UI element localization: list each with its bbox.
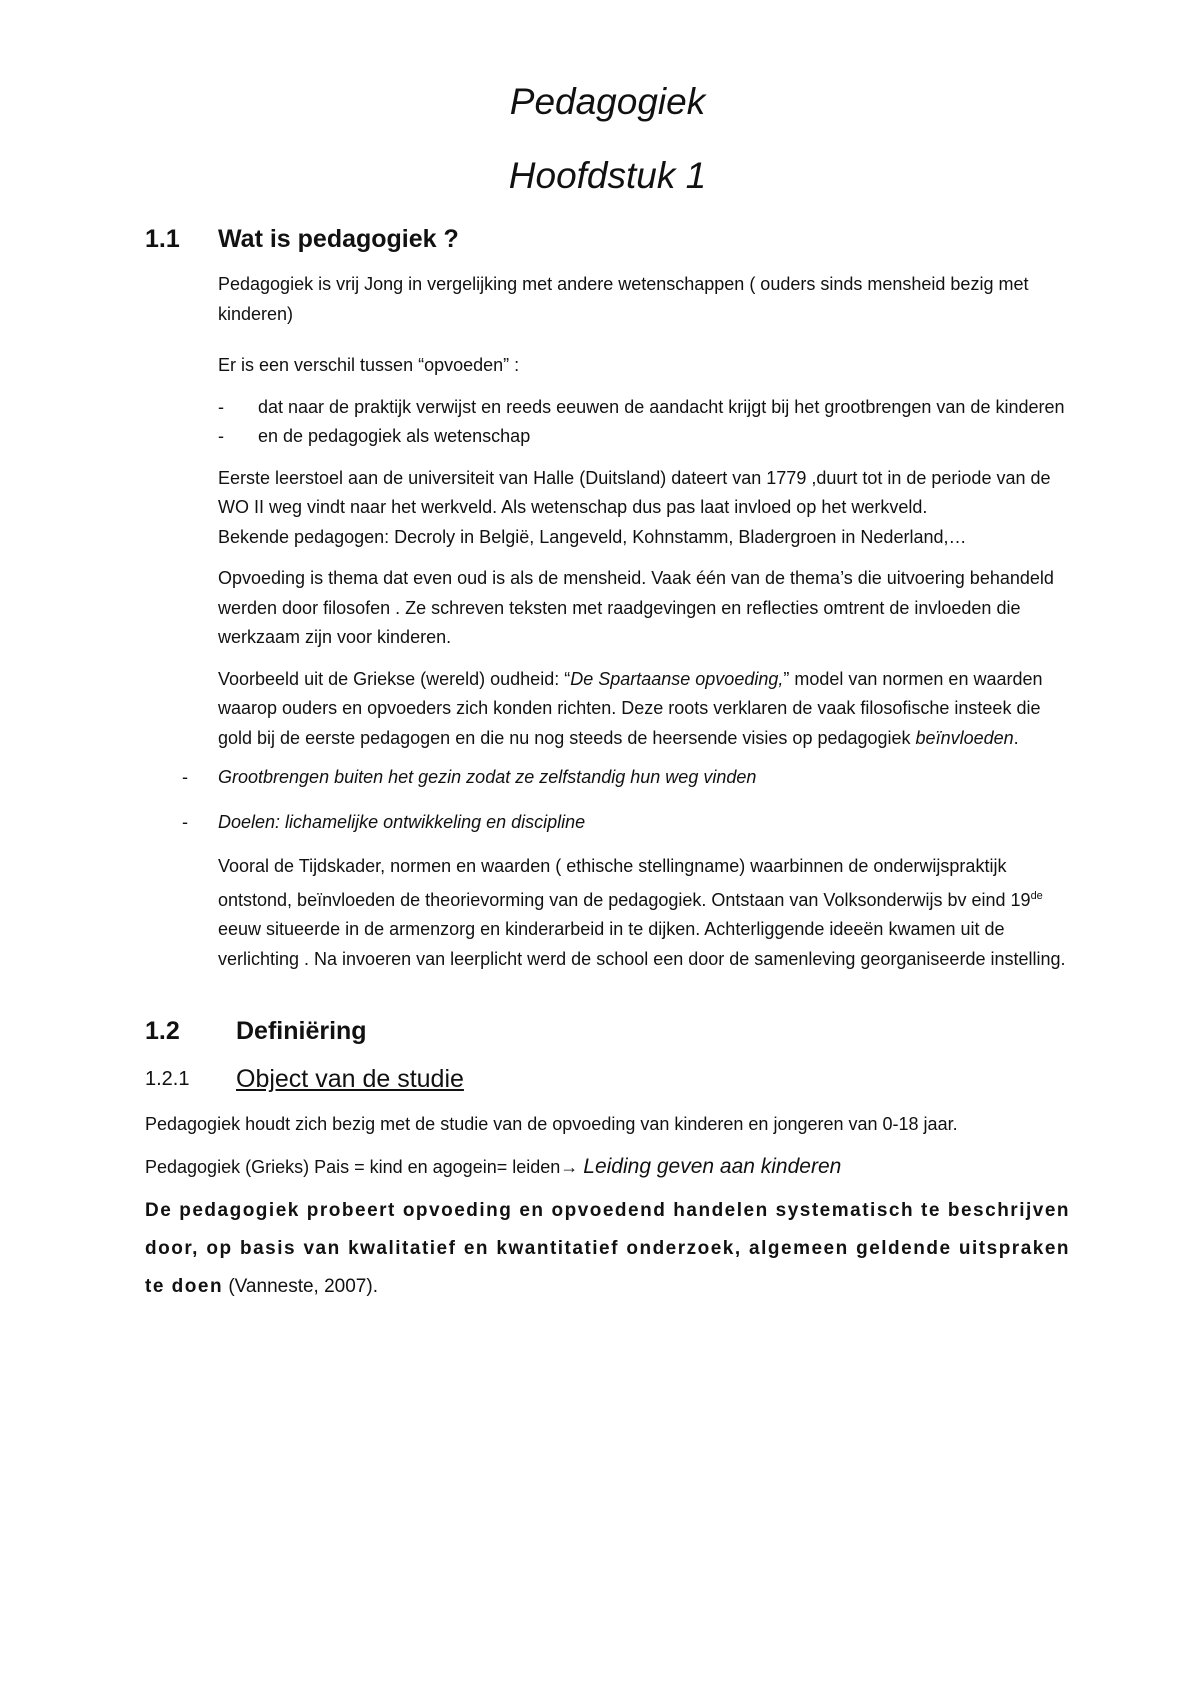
text-run: ” model van normen en waarden waarop ouders en opvoeders zich konden richten. Deze roots verklaren de vaak filosofische insteek die gold bij de eerste pedagogen en die nu nog steeds de heersende visies op pedagogiek <box>218 668 1043 748</box>
subsection-heading-1-2-1 <box>145 1062 1070 1096</box>
section-1-1-closing <box>145 852 1070 974</box>
bold-text: De pedagogiek probeert opvoeding en opvoedend handelen systematisch te beschrijven door, op basis van kwalitatief en kwantitatief onderzoek, algemeen geldende uitspraken te doen <box>145 1200 1070 1297</box>
paragraph <box>218 852 1070 974</box>
arrow-icon: → <box>560 1156 584 1177</box>
definition-paragraph <box>145 1192 1070 1306</box>
text-run-italic: De Spartaanse opvoeding, <box>570 668 784 689</box>
list-item: - dat naar de praktijk verwijst en reeds eeuwen de aandacht krijgt bij het grootbrengen van de kinderen <box>218 393 1070 423</box>
list-item: - Grootbrengen buiten het gezin zodat ze zelfstandig hun weg vinden <box>145 763 1070 793</box>
section-heading-1-1 <box>145 222 1070 256</box>
chapter-title: Hoofdstuk 1 <box>508 155 707 196</box>
subsection-number: 1.2.1 <box>145 1068 190 1090</box>
document-title: Pedagogiek <box>509 81 706 122</box>
paragraph: Pedagogiek houdt zich bezig met de studie van de opvoeding van kinderen en jongeren van 0-18 jaar. <box>145 1114 958 1134</box>
paragraph <box>145 1152 1070 1183</box>
bullet-list <box>218 393 1070 452</box>
paragraph: Bekende pedagogen: Decroly in België, Langeveld, Kohnstamm, Bladergroen in Nederland,… <box>218 526 967 547</box>
section-title: Wat is pedagogiek ? <box>218 225 459 253</box>
section-number: 1.2 <box>145 1017 180 1045</box>
section-number: 1.1 <box>145 225 180 253</box>
section-title: Definiëring <box>236 1017 367 1045</box>
section-1-1-body <box>145 270 1070 753</box>
subsection-title: Object van de studie <box>236 1065 464 1093</box>
text-run: . <box>1013 727 1019 748</box>
text-run: Pedagogiek (Grieks) Pais = kind en agogein= leiden <box>145 1156 561 1177</box>
paragraph: Er is een verschil tussen “opvoeden” : <box>218 355 520 375</box>
text-run-italic: Leiding geven aan kinderen <box>583 1154 842 1178</box>
citation: (Vanneste, 2007). <box>223 1276 378 1297</box>
text-run: Voorbeeld uit de Griekse (wereld) oudheid: “ <box>218 668 571 689</box>
superscript: de <box>1030 889 1043 902</box>
text-run: eeuw situeerde in de armenzorg en kinderarbeid in te dijken. Achterliggende ideeën kwamen uit de verlichting . Na invoeren van leerplicht werd de school een door de samenleving georganiseerde instelling. <box>218 919 1066 969</box>
text-run-italic: beïnvloeden <box>915 727 1014 748</box>
section-heading-1-2 <box>145 1014 1070 1048</box>
italic-bullet-list <box>145 763 1070 837</box>
list-item: - en de pedagogiek als wetenschap <box>218 422 1070 452</box>
paragraph: Pedagogiek is vrij Jong in vergelijking met andere wetenschappen ( ouders sinds mensheid bezig met kinderen) <box>218 274 1029 324</box>
list-item: - Doelen: lichamelijke ontwikkeling en discipline <box>145 808 1070 838</box>
paragraph: Eerste leerstoel aan de universiteit van Halle (Duitsland) dateert van 1779 ,duurt tot in de periode van de WO II weg vindt naar het werkveld. Als wetenschap dus pas laat invloed op het werkveld. <box>218 467 1051 517</box>
paragraph: Opvoeding is thema dat even oud is als de mensheid. Vaak één van de thema’s die uitvoering behandeld werden door filosofen . Ze schreven teksten met raadgevingen en reflecties omtrent de invloeden die werkzaam zijn voor kinderen. <box>218 568 1054 647</box>
text-run: Vooral de Tijdskader, normen en waarden ( ethische stellingname) waarbinnen de onderwijspraktijk ontstond, beïnvloeden de theorievorming van de pedagogiek. Ontstaan van Volksonderwijs bv eind 19 <box>218 856 1031 910</box>
paragraph <box>218 665 1070 754</box>
